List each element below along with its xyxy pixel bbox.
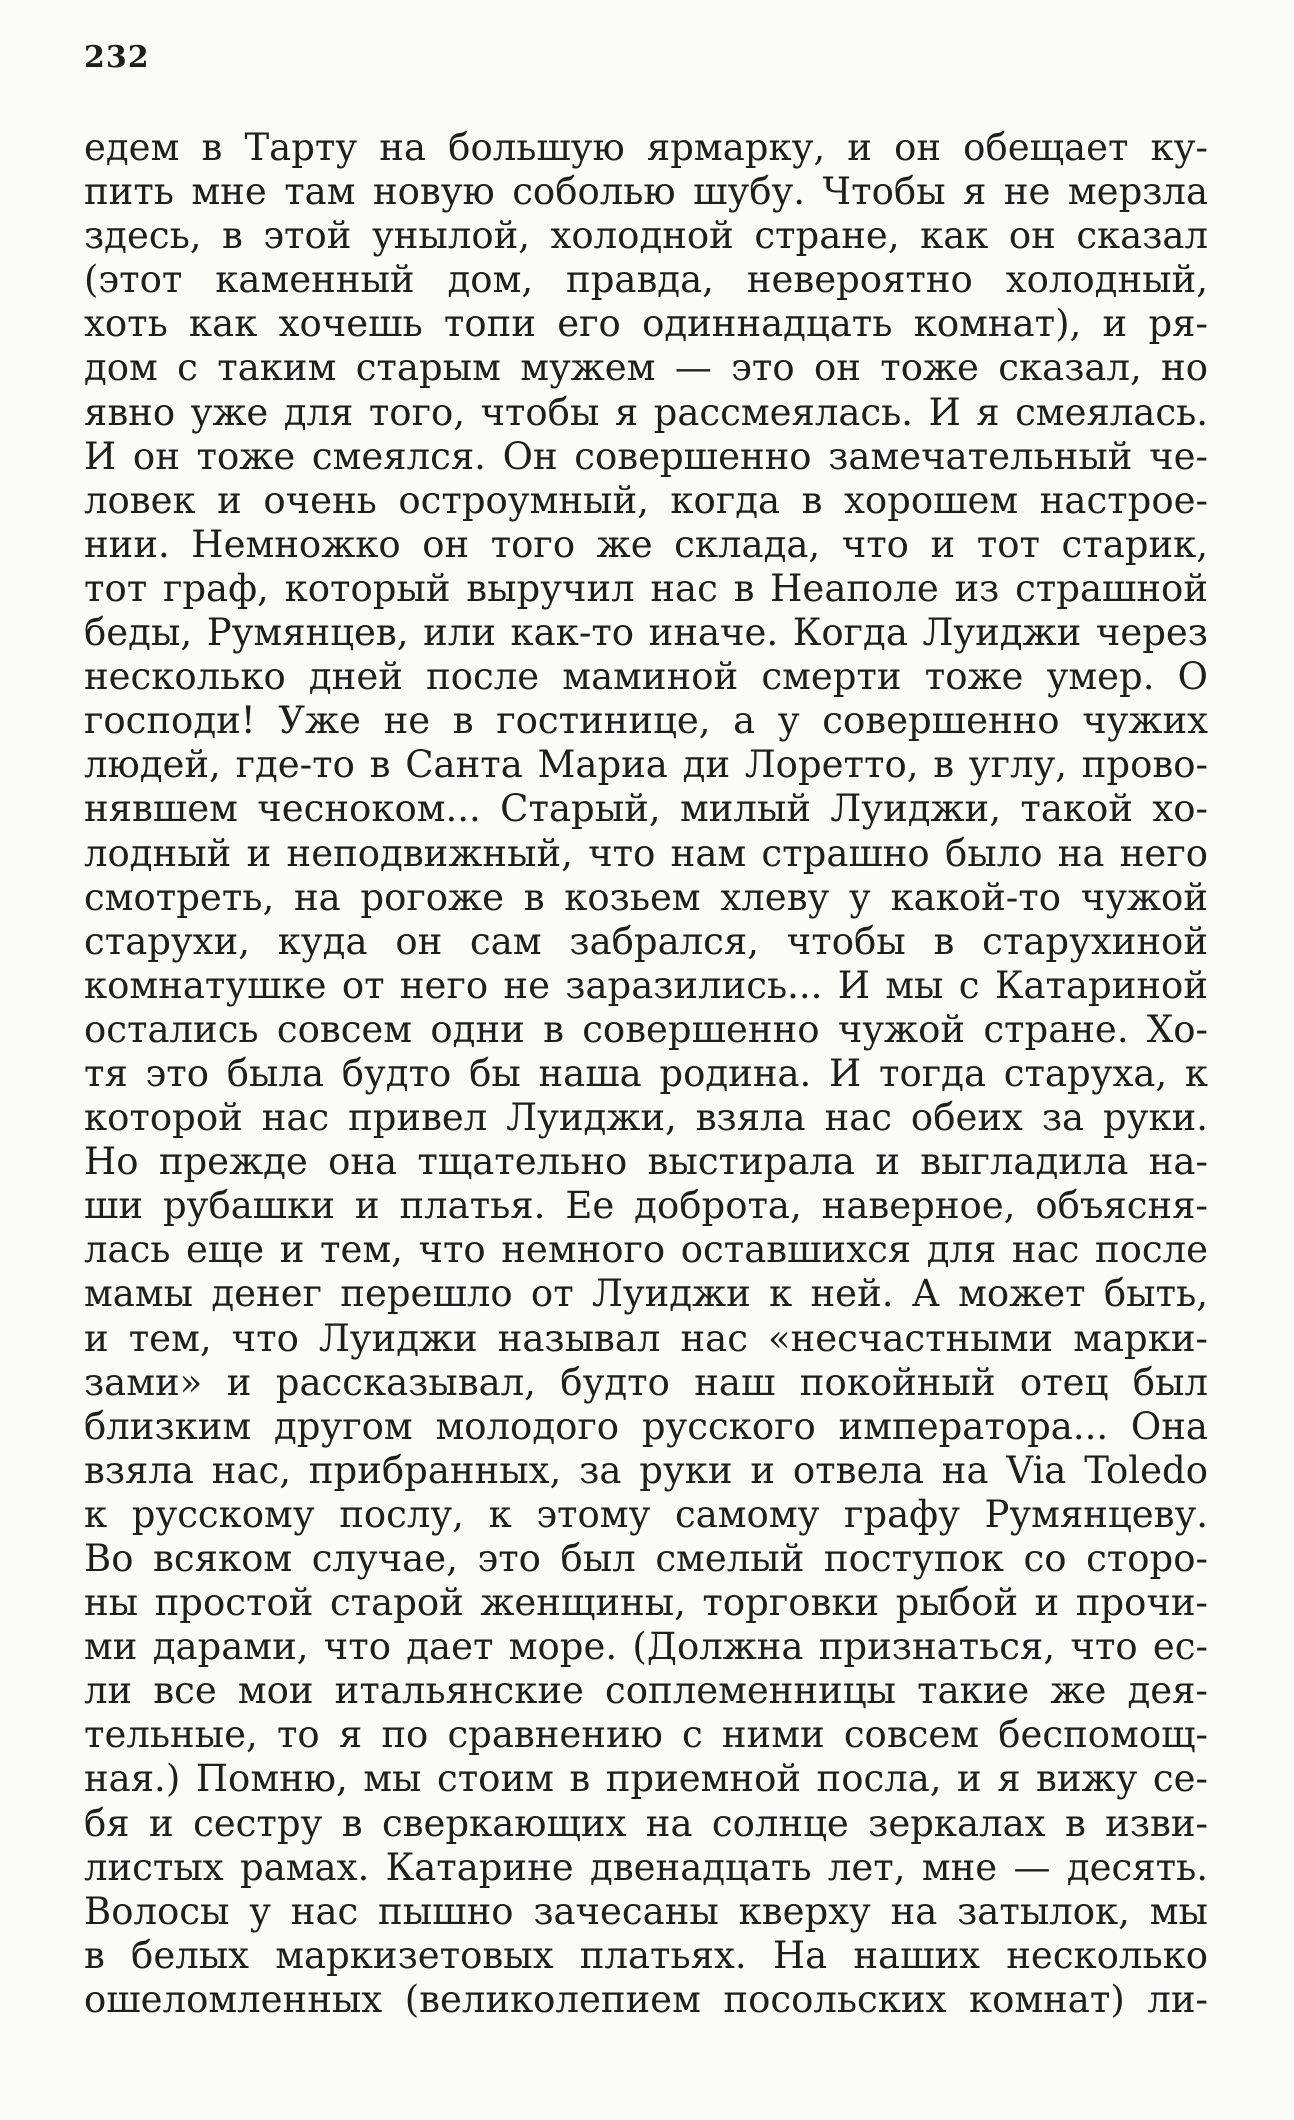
text-line: лодный и неподвижный, что нам страшно было на него [84,831,1208,875]
text-line: ловек и очень остроумный, когда в хорошем настрое- [84,478,1208,522]
text-line: здесь, в этой унылой, холодной стране, как он сказал [84,214,1208,258]
text-line: тот граф, который выручил нас в Неаполе из страшной [84,566,1208,610]
text-line: которой нас привел Луиджи, взяла нас обеих за руки. [84,1096,1208,1140]
text-line: ная.) Помню, мы стоим в приемной посла, и я вижу се- [84,1757,1208,1801]
text-line: ны простой старой женщины, торговки рыбой и прочи- [84,1581,1208,1625]
text-line: Волосы у нас пышно зачесаны кверху на затылок, мы [84,1889,1208,1933]
text-line: тя это была будто бы наша родина. И тогда старуха, к [84,1051,1208,1095]
text-line: нии. Немножко он того же склада, что и тот старик, [84,522,1208,566]
text-line: тельные, то я по сравнению с ними совсем беспомощ- [84,1713,1208,1757]
text-line: господи! Уже не в гостинице, а у совершенно чужих [84,699,1208,743]
text-line: И он тоже смеялся. Он совершенно замечательный че- [84,434,1208,478]
text-line: людей, где-то в Санта Мариа ди Лоретто, в углу, прово- [84,743,1208,787]
text-line: (этот каменный дом, правда, невероятно холодный, [84,258,1208,302]
text-line: старухи, куда он сам забрался, чтобы в старухиной [84,919,1208,963]
text-line: ошеломленных (великолепием посольских комнат) ли- [84,1977,1208,2021]
text-line: ми дарами, что дает море. (Должна признаться, что ес- [84,1625,1208,1669]
text-line: бя и сестру в сверкающих на солнце зеркалах в изви- [84,1801,1208,1845]
text-line: хоть как хочешь топи его одиннадцать комнат), и ря- [84,302,1208,346]
text-line: листых рамах. Катарине двенадцать лет, мне — десять. [84,1845,1208,1889]
text-line: комнатушке от него не заразились... И мы с Катариной [84,963,1208,1007]
text-line: едем в Тарту на большую ярмарку, и он обещает ку- [84,126,1208,169]
text-line: ли все мои итальянские соплеменницы такие же дея- [84,1669,1208,1713]
text-line: ши рубашки и платья. Ее доброта, наверное, объясня- [84,1184,1208,1228]
text-line: в белых маркизетовых платьях. На наших несколько [84,1933,1208,1977]
text-line: и тем, что Луиджи называл нас «несчастными марки- [84,1316,1208,1360]
text-line: несколько дней после маминой смерти тоже умер. О [84,655,1208,699]
text-line: мамы денег перешло от Луиджи к ней. А может быть, [84,1272,1208,1316]
text-line: нявшем чесноком... Старый, милый Луиджи, такой хо- [84,787,1208,831]
text-line: смотреть, на рогоже в козьем хлеву у какой-то чужой [84,875,1208,919]
page-number: 232 [84,40,150,75]
text-line: остались совсем одни в совершенно чужой стране. Хо- [84,1007,1208,1051]
text-line: Во всяком случае, это был смелый поступок со сторо- [84,1537,1208,1580]
text-line: зами» и рассказывал, будто наш покойный отец был [84,1360,1208,1404]
text-line: явно уже для того, чтобы я рассмеялась. И я смеялась. [84,390,1208,434]
text-line: близким другом молодого русского императора... Она [84,1404,1208,1448]
text-line: дом с таким старым мужем — это он тоже сказал, но [84,346,1208,390]
text-line: лась еще и тем, что немного оставшихся для нас после [84,1228,1208,1272]
text-line: к русскому послу, к этому самому графу Румянцеву. [84,1492,1208,1536]
text-line: взяла нас, прибранных, за руки и отвела на Via Toledo [84,1448,1208,1492]
text-line: Но прежде она тщательно выстирала и выгладила на- [84,1140,1208,1184]
text-line: пить мне там новую соболью шубу. Чтобы я не мерзла [84,170,1208,214]
body-text [84,126,1208,2022]
text-line: беды, Румянцев, или как-то иначе. Когда Луиджи через [84,611,1208,655]
